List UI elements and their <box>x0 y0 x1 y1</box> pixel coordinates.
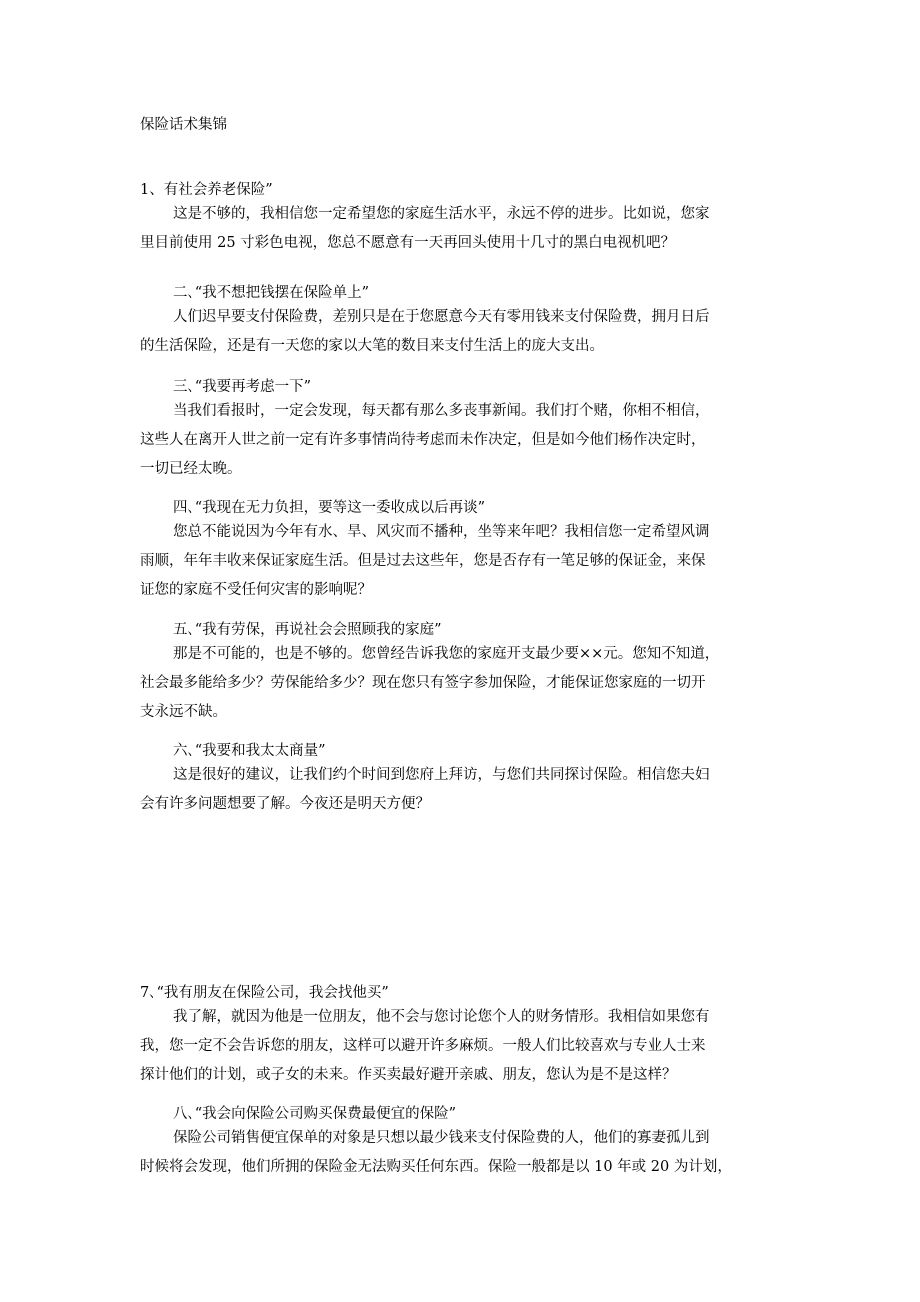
section-body-line: 社会最多能给多少？劳保能给多少？现在您只有签字参加保险，才能保证您家庭的一切开 <box>140 675 706 691</box>
section-body-line: 探计他们的计划，或子女的未来。作买卖最好避开亲戚、朋友，您认为是不是这样？ <box>140 1067 677 1083</box>
section-body-line: 时候将会发现，他们所拥的保险金无法购买任何东西。保险一般都是以 10 年或 20 为计划， <box>140 1159 732 1175</box>
section-body-line: 那是不可能的，也是不够的。您曾经告诉我您的家庭开支最少要××元。您知不知道， <box>173 646 720 662</box>
section-body-line: 的生活保险，还是有一天您的家以大笔的数目来支付生活上的庞大支出。 <box>140 338 604 354</box>
section-body-line: 这些人在离开人世之前一定有许多事情尚待考虑而未作决定，但是如今他们杨作决定时， <box>140 432 706 448</box>
section-body-line: 这是很好的建议，让我们约个时间到您府上拜访，与您们共同探讨保险。相信您夫妇 <box>173 767 710 783</box>
section-1 <box>140 180 780 258</box>
section-body-line: 您总不能说因为今年有水、旱、风灾而不播种，坐等来年吧？我相信您一定希望风调 <box>173 524 710 540</box>
section-body-line: 人们迟早要支付保险费，差别只是在于您愿意今天有零用钱来支付保险费，拥月日后 <box>173 309 710 325</box>
section-heading: 五､“我有劳保，再说社会会照顾我的家庭” <box>173 622 442 638</box>
section-5 <box>140 620 780 727</box>
section-body-line: 雨顺，年年丰收来保证家庭生活。但是过去这些年，您是否存有一笔足够的保证金，来保 <box>140 553 706 569</box>
section-heading: 六､“我要和我太太商量” <box>173 743 326 759</box>
section-body-line: 一切已经太晚。 <box>140 461 242 477</box>
section-body-line: 当我们看报时，一定会发现，每天都有那么多丧事新闻。我们打个赌，你相不相信， <box>173 403 710 419</box>
section-heading: 四､“我现在无力负担，要等这一委收成以后再谈” <box>173 500 486 516</box>
section-heading: 1、有社会养老保险” <box>140 182 273 198</box>
section-heading: 三､“我要再考虑一下” <box>173 379 312 395</box>
section-body-line: 保险公司销售便宜保单的对象是只想以最少钱来支付保险费的人，他们的寡妻孤儿到 <box>173 1130 710 1146</box>
section-body-line: 我，您一定不会告诉您的朋友，这样可以避开许多麻烦。一般人们比较喜欢与专业人士来 <box>140 1038 706 1054</box>
section-body-line: 我了解，就因为他是一位朋友，他不会与您讨论您个人的财务情形。我相信如果您有 <box>173 1009 710 1025</box>
section-6 <box>140 741 780 819</box>
section-heading: 7､“我有朋友在保险公司，我会找他买” <box>140 985 389 1001</box>
section-4 <box>140 498 780 605</box>
section-body-line: 这是不够的，我相信您一定希望您的家庭生活水平，永远不停的进步。比如说，您家 <box>173 206 710 222</box>
section-3 <box>140 377 780 484</box>
section-heading: 二､“我不想把钱摆在保险单上” <box>173 285 370 301</box>
section-body-line: 证您的家庭不受任何灾害的影响呢？ <box>140 582 372 598</box>
section-heading: 八､“我会向保险公司购买保费最便宜的保险” <box>173 1106 457 1122</box>
section-8 <box>140 1104 780 1182</box>
section-body-line: 支永远不缺。 <box>140 704 227 720</box>
section-2 <box>140 283 780 361</box>
section-body-line: 里目前使用 25 寸彩色电视，您总不愿意有一天再回头使用十几寸的黑白电视机吧？ <box>140 235 676 251</box>
document-title: 保险话术集锦 <box>140 117 227 133</box>
section-body-line: 会有许多问题想要了解。今夜还是明天方便？ <box>140 796 430 812</box>
section-7 <box>140 983 780 1090</box>
